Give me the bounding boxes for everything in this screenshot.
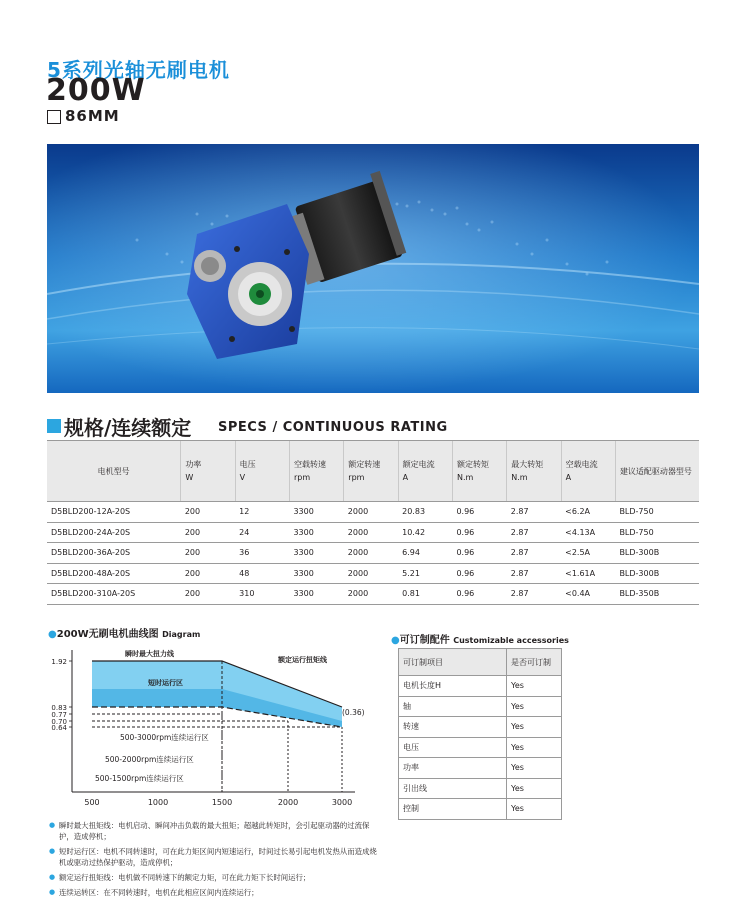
diagram-heading	[48, 625, 200, 640]
table-cell: BLD-300B	[615, 543, 699, 564]
specs-header-label: 额定转速	[348, 460, 381, 469]
table-cell: D5BLD200-310A-20S	[47, 584, 181, 605]
table-cell: 310	[235, 584, 289, 605]
peak-torque-label: 瞬时最大扭力线	[125, 650, 174, 658]
bullet-icon: ●	[49, 873, 56, 881]
specs-heading-en: SPECS / CONTINUOUS RATING	[218, 420, 448, 435]
y-tick-label: 0.70	[51, 718, 67, 726]
table-cell: 200	[181, 543, 235, 564]
zone-1500-label: 500-1500rpm连续运行区	[95, 774, 184, 783]
accessories-title-en: Customizable accessories	[453, 636, 569, 645]
table-cell: 200	[181, 584, 235, 605]
note-text: 瞬时最大扭矩线：电机启动、瞬间冲击负载的最大扭矩；超越此转矩时，会引起驱动器的过流保护，造成停机；	[59, 821, 370, 841]
diagram-title-en: Diagram	[162, 630, 201, 639]
table-cell: 0.96	[452, 543, 506, 564]
table-cell: <1.61A	[561, 563, 615, 584]
table-cell: <2.5A	[561, 543, 615, 564]
note-text: 额定运行扭矩线：电机做不同转速下的额定力矩，可在此力矩下长时间运行；	[59, 873, 311, 882]
specs-header-label: 空载电流	[565, 460, 598, 469]
table-cell: 5.21	[398, 563, 452, 584]
table-cell: BLD-750	[615, 502, 699, 523]
specs-header-unit: N.m	[456, 473, 474, 482]
specs-header-label: 额定电流	[402, 460, 435, 469]
table-cell: Yes	[507, 676, 562, 697]
short-run-zone-label: 短时运行区	[148, 679, 183, 687]
specs-header-label: 额定转矩	[456, 460, 489, 469]
diagram-title: 200W无刷电机曲线图	[56, 629, 159, 640]
table-cell: Yes	[507, 799, 562, 820]
table-cell: BLD-300B	[615, 563, 699, 584]
table-cell: 6.94	[398, 543, 452, 564]
specs-header-cell	[344, 441, 398, 502]
table-cell: Yes	[507, 778, 562, 799]
specs-header-label: 电压	[239, 460, 256, 469]
x-tick-label: 1000	[147, 798, 169, 807]
table-row	[399, 799, 562, 820]
table-cell: 2000	[344, 584, 398, 605]
note-text: 短时运行区：电机不同转速时，可在此力矩区间内短速运行，时间过长易引起电机发热从而造成烧机或驱动过热保护驱动，造成停机；	[59, 847, 377, 867]
bullet-icon: ●	[391, 635, 400, 646]
table-cell: 2000	[344, 502, 398, 523]
table-cell: D5BLD200-24A-20S	[47, 522, 181, 543]
torque-speed-chart	[30, 640, 370, 815]
bullet-icon: ●	[49, 821, 56, 829]
table-cell: 10.42	[398, 522, 452, 543]
table-cell: 引出线	[399, 778, 507, 799]
table-cell: 转速	[399, 717, 507, 738]
table-cell: D5BLD200-12A-20S	[47, 502, 181, 523]
table-cell: 电压	[399, 737, 507, 758]
zone-2000-label: 500-2000rpm连续运行区	[105, 755, 194, 764]
table-cell: 功率	[399, 758, 507, 779]
specs-heading: 规格/连续额定	[64, 416, 192, 440]
table-cell: 0.96	[452, 584, 506, 605]
table-cell: 2000	[344, 543, 398, 564]
table-cell: 2.87	[507, 563, 561, 584]
table-row	[47, 563, 699, 584]
table-row	[399, 696, 562, 717]
table-cell: Yes	[507, 758, 562, 779]
table-cell: 0.96	[452, 563, 506, 584]
table-cell: 2.87	[507, 522, 561, 543]
bullet-icon: ●	[48, 629, 57, 640]
bullet-icon: ●	[49, 847, 56, 855]
specs-header-unit: rpm	[348, 473, 365, 482]
table-cell: 200	[181, 502, 235, 523]
table-cell: 20.83	[398, 502, 452, 523]
table-cell: 3300	[289, 563, 343, 584]
frame-size: 86MM	[65, 107, 120, 125]
y-tick-label: 0.64	[51, 724, 67, 732]
table-cell: BLD-750	[615, 522, 699, 543]
specs-header-unit: rpm	[293, 473, 311, 482]
specs-header-cell	[181, 441, 235, 502]
table-cell: 3300	[289, 543, 343, 564]
table-cell: 3300	[289, 502, 343, 523]
product-banner-image	[47, 144, 699, 393]
accessories-col-custom: 是否可订制	[507, 649, 562, 676]
table-cell: <6.2A	[561, 502, 615, 523]
note-text: 连续运转区：在不同转速时，电机在此相应区间内连续运行；	[59, 888, 259, 897]
table-cell: 48	[235, 563, 289, 584]
table-cell: 3300	[289, 584, 343, 605]
specs-header-label: 电机型号	[97, 466, 130, 476]
accessories-col-item: 可订制项目	[399, 649, 507, 676]
table-cell: 0.96	[452, 522, 506, 543]
rated-torque-label: 额定运行扭矩线	[278, 656, 327, 664]
specs-header-cell	[561, 441, 615, 502]
table-cell: 0.81	[398, 584, 452, 605]
table-row	[399, 758, 562, 779]
table-cell: 0.96	[452, 502, 506, 523]
bullet-icon: ●	[49, 888, 56, 896]
specs-header-label: 最大转矩	[511, 460, 544, 469]
table-row	[399, 717, 562, 738]
x-tick-label: 1500	[211, 798, 233, 807]
table-row	[399, 778, 562, 799]
table-cell: <0.4A	[561, 584, 615, 605]
x-tick-label: 500	[84, 798, 100, 807]
table-row	[399, 676, 562, 697]
end-value-label: (0.36)	[342, 708, 365, 717]
specs-header-cell	[398, 441, 452, 502]
specs-header-label: 功率	[185, 460, 202, 469]
specs-table	[47, 440, 699, 605]
specs-header-row	[47, 441, 699, 502]
table-cell: 2000	[344, 522, 398, 543]
zone-3000-label: 500-3000rpm连续运行区	[120, 733, 209, 742]
specs-header-cell	[47, 441, 181, 502]
specs-header-unit: A	[565, 473, 572, 482]
table-cell: 200	[181, 522, 235, 543]
y-tick-label: 1.92	[51, 658, 67, 666]
specs-header-cell	[452, 441, 506, 502]
frame-square-icon	[47, 110, 61, 124]
table-row	[47, 502, 699, 523]
specs-header-label: 建议适配驱动器型号	[619, 466, 692, 476]
section-marker-icon	[47, 419, 61, 433]
table-cell: 轴	[399, 696, 507, 717]
table-cell: 电机长度H	[399, 676, 507, 697]
notes-list	[49, 820, 379, 902]
table-row	[47, 584, 699, 605]
accessories-header-row	[399, 649, 562, 676]
table-cell: 2.87	[507, 502, 561, 523]
table-cell: 24	[235, 522, 289, 543]
table-cell: 2000	[344, 563, 398, 584]
table-cell: <4.13A	[561, 522, 615, 543]
specs-header-unit: V	[239, 473, 246, 482]
note-item	[49, 820, 379, 842]
specs-header-unit: N.m	[511, 473, 528, 482]
specs-header-unit: W	[185, 473, 194, 482]
specs-header-cell	[615, 441, 699, 502]
table-cell: 2.87	[507, 584, 561, 605]
x-tick-label: 3000	[331, 798, 353, 807]
note-item	[49, 887, 379, 898]
table-cell: 2.87	[507, 543, 561, 564]
table-cell: Yes	[507, 737, 562, 758]
note-item	[49, 846, 379, 868]
accessories-table	[398, 648, 562, 820]
table-cell: BLD-350B	[615, 584, 699, 605]
accessories-title: 可订制配件	[399, 635, 450, 646]
table-cell: 3300	[289, 522, 343, 543]
table-row	[47, 522, 699, 543]
table-cell: 控制	[399, 799, 507, 820]
note-item	[49, 872, 379, 883]
table-row	[399, 737, 562, 758]
y-tick-label: 0.83	[51, 704, 67, 712]
table-cell: 200	[181, 563, 235, 584]
table-cell: 12	[235, 502, 289, 523]
specs-header-cell	[507, 441, 561, 502]
power-title: 200W	[46, 73, 146, 108]
x-tick-label: 2000	[277, 798, 299, 807]
specs-header-unit: A	[402, 473, 409, 482]
specs-header-label: 空载转速	[293, 460, 326, 469]
accessories-heading	[391, 631, 569, 646]
table-cell: Yes	[507, 696, 562, 717]
table-cell: D5BLD200-48A-20S	[47, 563, 181, 584]
specs-header-cell	[235, 441, 289, 502]
table-row	[47, 543, 699, 564]
y-tick-label: 0.77	[51, 711, 67, 719]
table-cell: D5BLD200-36A-20S	[47, 543, 181, 564]
table-cell: 36	[235, 543, 289, 564]
table-cell: Yes	[507, 717, 562, 738]
specs-header-cell	[289, 441, 343, 502]
series-title: 5系列光轴无刷电机	[47, 58, 230, 82]
